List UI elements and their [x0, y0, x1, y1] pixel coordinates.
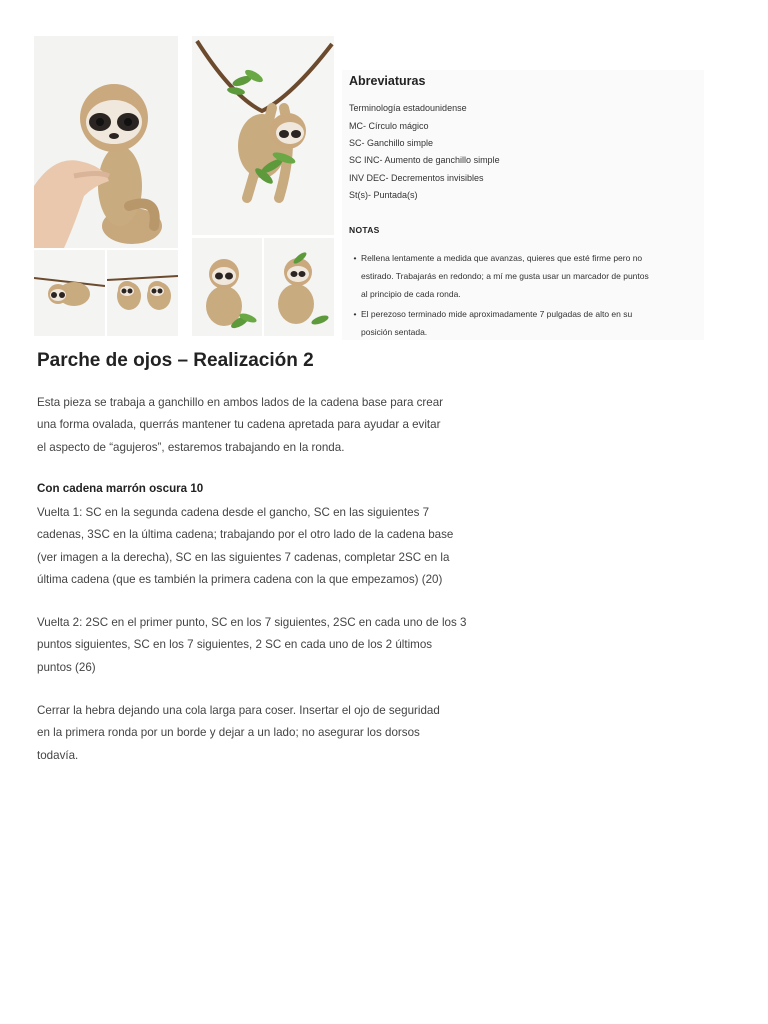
note-item: [349, 305, 701, 341]
sitting-sloth-photo-1: [192, 238, 262, 336]
abbreviation-line: St(s)- Puntada(s): [349, 190, 418, 200]
round-2-paragraph: Vuelta 2: 2SC en el primer punto, SC en los 7 siguientes, 2SC en cada uno de los 3 puntos siguientes, SC en los 7 siguientes, 2 SC en cada uno de los 2 últimos puntos (26): [37, 616, 467, 674]
abbreviations-panel: [342, 70, 704, 340]
round-1-paragraph: Vuelta 1: SC en la segunda cadena desde el gancho, SC en las siguientes 7 cadenas, 3SC en la última cadena; trabajando por el otro lado de la cadena base (ver imagen a la derecha), SC en las siguientes 7 cadenas, completar 2SC en la última cadena (que es también la primera cadena con la que empezamos) (20): [37, 506, 454, 586]
note-line: estirado. Trabajarás en redondo; a mí me gusta usar un marcador de puntos: [361, 271, 649, 281]
bullet-icon: •: [353, 253, 357, 263]
abbreviations-title: Abreviaturas: [349, 74, 426, 88]
closing-paragraph: Cerrar la hebra dejando una cola larga para coser. Insertar el ojo de seguridad en la primera ronda por un borde y dejar a un lado; no asegurar los dorsos todavía.: [37, 704, 440, 762]
abbreviation-line: SC INC- Aumento de ganchillo simple: [349, 155, 500, 165]
abbreviation-line: INV DEC- Decrementos invisibles: [349, 173, 484, 183]
article-title: Parche de ojos – Realización 2: [37, 350, 314, 371]
hanging-sloth-branch-photo: [192, 36, 334, 235]
bullet-icon: •: [353, 309, 357, 319]
hanging-sloth-small-photo: [34, 250, 105, 336]
sitting-sloth-photo-2: [264, 238, 334, 336]
intro-paragraph: Esta pieza se trabaja a ganchillo en ambos lados de la cadena base para crear una forma ovalada, querrás mantener tu cadena apretada para ayudar a evitar el aspecto de “agujeros”, estaremos trabajando en la ronda.: [37, 396, 444, 454]
hanging-sloths-pair-photo: [107, 250, 178, 336]
abbreviation-line: SC- Ganchillo simple: [349, 138, 434, 148]
abbreviation-line: Terminología estadounidense: [349, 103, 467, 113]
note-line: al principio de cada ronda.: [361, 289, 461, 299]
note-line: • Rellena lentamente a medida que avanzas, quieres que esté firme pero no: [349, 253, 642, 263]
note-line: • El perezoso terminado mide aproximadamente 7 pulgadas de alto en su: [349, 309, 632, 319]
abbreviation-line: MC- Círculo mágico: [349, 121, 429, 131]
note-item: [349, 249, 701, 303]
note-line: posición sentada.: [361, 327, 428, 337]
hand-held-sloth-photo: [34, 36, 178, 248]
notes-title: NOTAS: [349, 225, 380, 235]
section-label: Con cadena marrón oscura 10: [37, 482, 204, 495]
